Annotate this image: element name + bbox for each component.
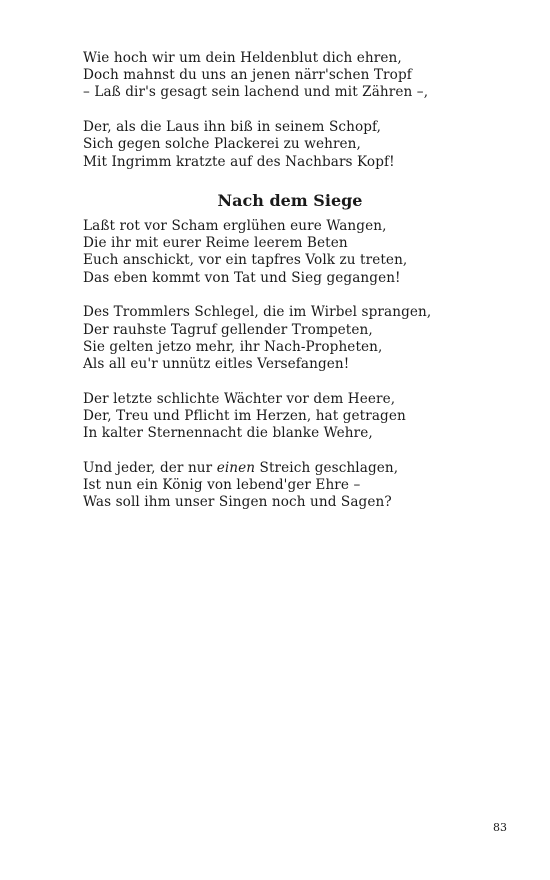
verse-line: Was soll ihm unser Singen noch und Sagen? (83, 494, 392, 511)
verse-line: Mit Ingrimm kratzte auf des Nachbars Kopf! (83, 153, 395, 170)
verse-line: Als all eu'r unnütz eitles Versefangen! (83, 355, 350, 372)
verse-line: Das eben kommt von Tat und Sieg gegangen! (83, 269, 401, 286)
verse-line: – Laß dir's gesagt sein lachend und mit Zähren –, (83, 84, 429, 101)
verse-line: Euch anschickt, vor ein tapfres Volk zu treten, (83, 252, 408, 269)
verse-line: Der, als die Laus ihn biß in seinem Schopf, (83, 119, 382, 136)
verse-line: Laßt rot vor Scham erglühen eure Wangen, (83, 218, 387, 234)
verse-line: Sich gegen solche Plackerei zu wehren, (83, 136, 361, 153)
verse-line (83, 460, 503, 477)
verse-line: Der letzte schlichte Wächter vor dem Heere, (83, 390, 396, 407)
verse-line: Ist nun ein König von lebend'ger Ehre – (83, 476, 361, 493)
verse-line: Des Trommlers Schlegel, die im Wirbel sprangen, (83, 304, 432, 321)
verse-text: Und jeder, der nur (83, 459, 217, 476)
verse-line: Sie gelten jetzo mehr, ihr Nach-Propheten, (83, 338, 383, 355)
verse-line: Der, Treu und Pflicht im Herzen, hat getragen (83, 407, 406, 424)
verse-line: Wie hoch wir um dein Heldenblut dich ehren, (83, 50, 402, 66)
verse-line: Der rauhste Tagruf gellender Trompeten, (83, 321, 373, 338)
poem-body (83, 218, 503, 511)
stanza (83, 304, 503, 373)
verse-text: Streich geschlagen, (255, 459, 399, 476)
stanza (83, 460, 503, 512)
emphasized-word: einen (216, 459, 256, 476)
verse-line: Doch mahnst du uns an jenen närr'schen Tropf (83, 67, 412, 84)
stanza (83, 391, 503, 443)
poem-continuation (83, 50, 503, 171)
stanza (83, 50, 503, 102)
stanza (83, 119, 503, 171)
page-number: 83 (493, 821, 507, 834)
stanza (83, 218, 503, 287)
poem-title: Nach dem Siege (217, 191, 363, 210)
verse-line: In kalter Sternennacht die blanke Wehre, (83, 425, 373, 442)
verse-line: Die ihr mit eurer Reime leerem Beten (83, 235, 348, 252)
